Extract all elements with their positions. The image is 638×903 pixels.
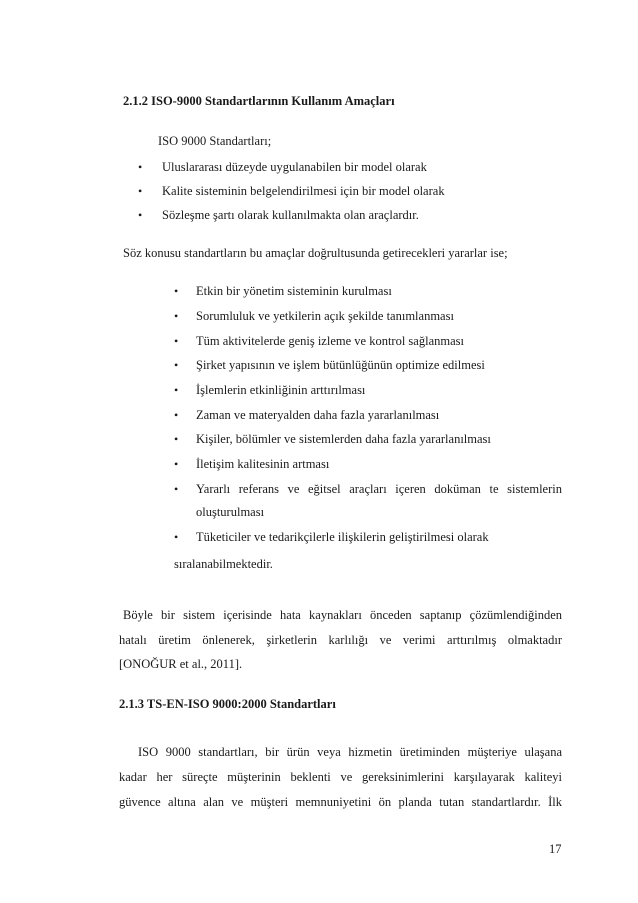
purpose-item: Sözleşme şartı olarak kullanılmakta olan araçlardır. — [162, 208, 419, 222]
benefit-item: Şirket yapısının ve işlem bütünlüğünün optimize edilmesi — [196, 358, 485, 372]
paragraph-line: ISO 9000 standartları, bir ürün veya hizmetin üretiminden müşteriye ulaşana — [138, 745, 562, 759]
benefit-item: Tüketiciler ve tedarikçilerle ilişkilerin geliştirilmesi olarak — [196, 530, 489, 544]
paragraph-line: Böyle bir sistem içerisinde hata kaynakları önceden saptanıp çözümlendiğinden — [123, 608, 562, 622]
benefit-item: Kişiler, bölümler ve sistemlerden daha fazla yararlanılması — [196, 432, 491, 446]
section-heading-2-1-3: 2.1.3 TS-EN-ISO 9000:2000 Standartları — [119, 697, 336, 711]
benefit-item: Zaman ve materyalden daha fazla yararlanılması — [196, 408, 440, 422]
benefit-item-continuation: oluşturulması — [196, 505, 265, 519]
benefit-item: İletişim kalitesinin artması — [196, 457, 330, 471]
purpose-item: Uluslararası düzeyde uygulanabilen bir model olarak — [162, 160, 427, 174]
benefit-item: Yararlı referans ve eğitsel araçları içeren doküman te sistemlerin — [196, 482, 562, 496]
paragraph-line: hatalı üretim önlenerek, şirketlerin karlılığı ve verimi arttırılmış olmaktadır — [119, 633, 562, 647]
bullet-icon: • — [174, 408, 179, 422]
bullet-icon: • — [174, 383, 179, 397]
benefit-item: Tüm aktivitelerde geniş izleme ve kontrol sağlanması — [196, 334, 464, 348]
bullet-icon: • — [138, 208, 143, 222]
bullet-icon: • — [174, 284, 179, 298]
benefits-lead: Söz konusu standartların bu amaçlar doğrultusunda getirecekleri yararlar ise; — [123, 246, 508, 260]
bullet-icon: • — [174, 309, 179, 323]
paragraph-line: güvence altına alan ve müşteri memnuniyetini ön planda tutan standartlardır. İlk — [119, 795, 562, 809]
paragraph-line: [ONOĞUR et al., 2011]. — [119, 657, 243, 671]
bullet-icon: • — [174, 334, 179, 348]
bullet-icon: • — [174, 482, 179, 496]
standards-intro: ISO 9000 Standartları; — [158, 134, 272, 148]
bullet-icon: • — [174, 432, 179, 446]
benefits-closing: sıralanabilmektedir. — [174, 557, 273, 571]
bullet-icon: • — [174, 457, 179, 471]
bullet-icon: • — [174, 358, 179, 372]
bullet-icon: • — [138, 184, 143, 198]
benefit-item: İşlemlerin etkinliğinin arttırılması — [196, 383, 366, 397]
benefit-item: Sorumluluk ve yetkilerin açık şekilde tanımlanması — [196, 309, 454, 323]
purpose-item: Kalite sisteminin belgelendirilmesi için bir model olarak — [162, 184, 445, 198]
page-number: 17 — [549, 842, 562, 856]
bullet-icon: • — [174, 530, 179, 544]
paragraph-line: kadar her süreçte müşterinin beklenti ve gereksinimlerini karşılayarak kaliteyi — [119, 770, 562, 784]
benefit-item: Etkin bir yönetim sisteminin kurulması — [196, 284, 392, 298]
section-heading-2-1-2: 2.1.2 ISO-9000 Standartlarının Kullanım Amaçları — [123, 94, 395, 108]
bullet-icon: • — [138, 160, 143, 174]
